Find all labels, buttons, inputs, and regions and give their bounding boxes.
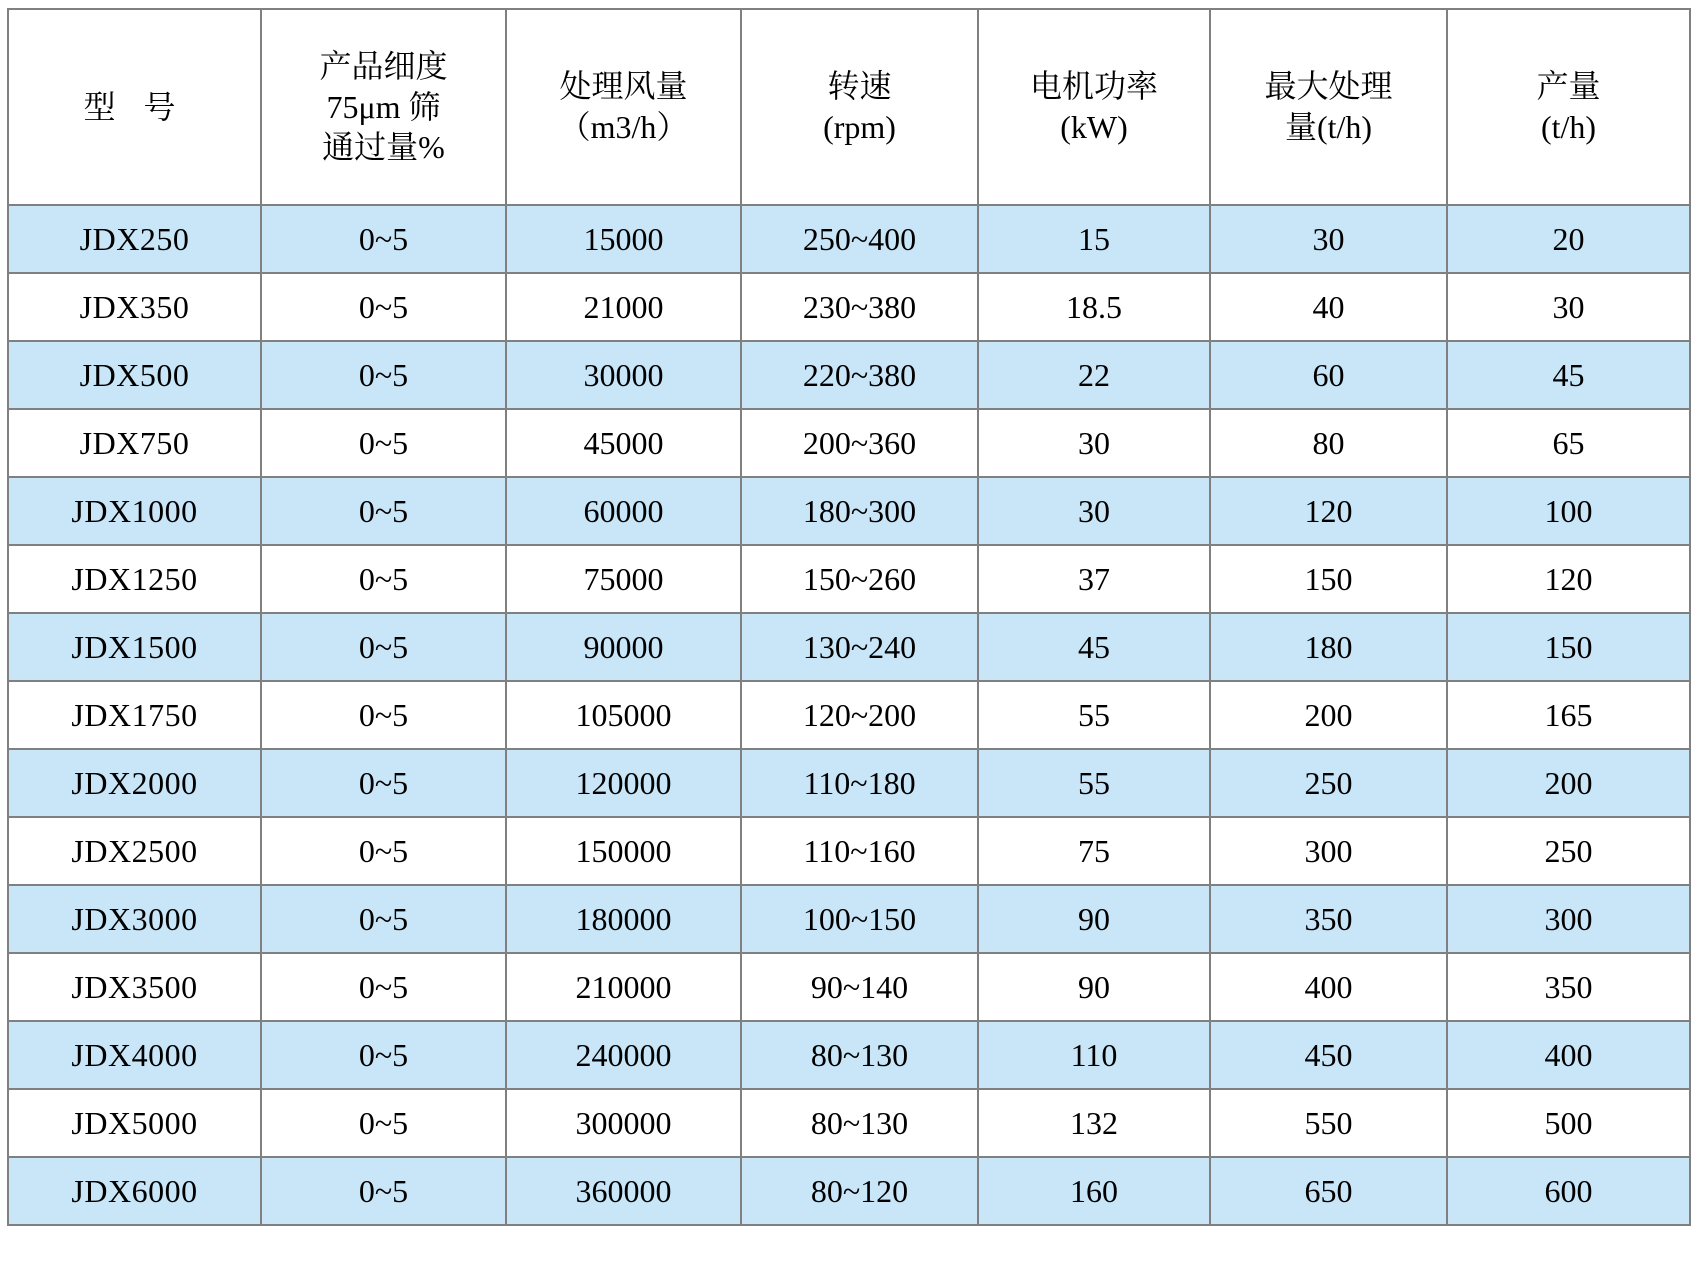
cell-max-capacity: 400 [1210,953,1447,1021]
cell-model: JDX250 [8,205,261,273]
cell-air-volume: 60000 [506,477,741,545]
header-line: 转速 [827,68,892,105]
column-header-rotation-speed [741,9,978,205]
header-line: 产品细度 [319,47,448,84]
cell-fineness: 0~5 [261,953,506,1021]
cell-motor-power: 132 [978,1089,1210,1157]
cell-output: 400 [1447,1021,1690,1089]
cell-fineness: 0~5 [261,817,506,885]
cell-fineness: 0~5 [261,1089,506,1157]
header-line: (kW) [1060,109,1128,145]
table-row [8,273,1690,341]
cell-model: JDX750 [8,409,261,477]
table-row [8,885,1690,953]
cell-air-volume: 15000 [506,205,741,273]
cell-max-capacity: 30 [1210,205,1447,273]
cell-output: 45 [1447,341,1690,409]
table-row [8,1021,1690,1089]
cell-max-capacity: 120 [1210,477,1447,545]
header-line: 电机功率 [1029,68,1158,105]
table-row [8,409,1690,477]
cell-model: JDX2500 [8,817,261,885]
cell-model: JDX5000 [8,1089,261,1157]
cell-rotation-speed: 230~380 [741,273,978,341]
cell-rotation-speed: 150~260 [741,545,978,613]
cell-max-capacity: 300 [1210,817,1447,885]
cell-motor-power: 37 [978,545,1210,613]
cell-fineness: 0~5 [261,749,506,817]
header-line: 最大处理 [1264,68,1393,105]
header-line: 处理风量 [559,68,688,105]
header-line: (rpm) [823,109,896,145]
cell-output: 20 [1447,205,1690,273]
table-row [8,1157,1690,1225]
header-line: 通过量% [322,129,445,166]
cell-rotation-speed: 80~120 [741,1157,978,1225]
cell-rotation-speed: 80~130 [741,1021,978,1089]
cell-rotation-speed: 110~180 [741,749,978,817]
cell-motor-power: 30 [978,477,1210,545]
cell-max-capacity: 60 [1210,341,1447,409]
table-row [8,953,1690,1021]
table-row [8,205,1690,273]
cell-fineness: 0~5 [261,681,506,749]
table-row [8,749,1690,817]
cell-model: JDX4000 [8,1021,261,1089]
cell-fineness: 0~5 [261,205,506,273]
cell-output: 500 [1447,1089,1690,1157]
cell-max-capacity: 40 [1210,273,1447,341]
cell-max-capacity: 250 [1210,749,1447,817]
cell-model: JDX3500 [8,953,261,1021]
cell-fineness: 0~5 [261,477,506,545]
cell-rotation-speed: 180~300 [741,477,978,545]
cell-max-capacity: 650 [1210,1157,1447,1225]
cell-motor-power: 45 [978,613,1210,681]
cell-output: 65 [1447,409,1690,477]
column-header-max-capacity [1210,9,1447,205]
cell-air-volume: 21000 [506,273,741,341]
specification-table [7,8,1691,1226]
cell-output: 350 [1447,953,1690,1021]
cell-fineness: 0~5 [261,1157,506,1225]
cell-air-volume: 105000 [506,681,741,749]
cell-rotation-speed: 250~400 [741,205,978,273]
table-row [8,681,1690,749]
header-line: (t/h) [1540,109,1597,145]
cell-output: 200 [1447,749,1690,817]
cell-model: JDX1750 [8,681,261,749]
cell-air-volume: 210000 [506,953,741,1021]
cell-max-capacity: 200 [1210,681,1447,749]
cell-motor-power: 22 [978,341,1210,409]
header-line: 量(t/h) [1284,109,1373,145]
column-header-air-volume [506,9,741,205]
cell-rotation-speed: 120~200 [741,681,978,749]
cell-air-volume: 120000 [506,749,741,817]
column-header-motor-power [978,9,1210,205]
cell-output: 120 [1447,545,1690,613]
cell-motor-power: 90 [978,885,1210,953]
cell-air-volume: 240000 [506,1021,741,1089]
cell-max-capacity: 180 [1210,613,1447,681]
cell-air-volume: 300000 [506,1089,741,1157]
cell-air-volume: 150000 [506,817,741,885]
table-row [8,341,1690,409]
cell-model: JDX500 [8,341,261,409]
cell-output: 600 [1447,1157,1690,1225]
cell-air-volume: 30000 [506,341,741,409]
cell-output: 165 [1447,681,1690,749]
cell-motor-power: 55 [978,749,1210,817]
cell-motor-power: 75 [978,817,1210,885]
cell-air-volume: 75000 [506,545,741,613]
cell-model: JDX1500 [8,613,261,681]
header-line: （m3/h） [558,109,689,145]
cell-rotation-speed: 220~380 [741,341,978,409]
cell-max-capacity: 450 [1210,1021,1447,1089]
cell-motor-power: 160 [978,1157,1210,1225]
table-row [8,613,1690,681]
cell-rotation-speed: 90~140 [741,953,978,1021]
cell-air-volume: 45000 [506,409,741,477]
cell-rotation-speed: 80~130 [741,1089,978,1157]
cell-model: JDX1250 [8,545,261,613]
cell-motor-power: 30 [978,409,1210,477]
cell-model: JDX1000 [8,477,261,545]
cell-rotation-speed: 110~160 [741,817,978,885]
header-line: 型 号 [83,88,186,125]
cell-motor-power: 15 [978,205,1210,273]
cell-max-capacity: 550 [1210,1089,1447,1157]
cell-model: JDX3000 [8,885,261,953]
cell-rotation-speed: 200~360 [741,409,978,477]
cell-fineness: 0~5 [261,1021,506,1089]
table-row [8,1089,1690,1157]
cell-model: JDX350 [8,273,261,341]
cell-rotation-speed: 130~240 [741,613,978,681]
header-line: 75μm 筛 [326,88,441,125]
table-row [8,817,1690,885]
header-line: 产量 [1536,68,1601,105]
cell-model: JDX6000 [8,1157,261,1225]
cell-air-volume: 180000 [506,885,741,953]
cell-fineness: 0~5 [261,273,506,341]
cell-fineness: 0~5 [261,545,506,613]
table-row [8,545,1690,613]
cell-rotation-speed: 100~150 [741,885,978,953]
cell-motor-power: 90 [978,953,1210,1021]
cell-fineness: 0~5 [261,885,506,953]
header-row [8,9,1690,205]
table-row [8,477,1690,545]
cell-fineness: 0~5 [261,409,506,477]
cell-fineness: 0~5 [261,341,506,409]
cell-model: JDX2000 [8,749,261,817]
column-header-fineness [261,9,506,205]
cell-max-capacity: 80 [1210,409,1447,477]
table-header [8,9,1690,205]
cell-motor-power: 18.5 [978,273,1210,341]
cell-air-volume: 360000 [506,1157,741,1225]
cell-output: 100 [1447,477,1690,545]
table-body [8,205,1690,1225]
column-header-model [8,9,261,205]
cell-fineness: 0~5 [261,613,506,681]
cell-motor-power: 110 [978,1021,1210,1089]
cell-max-capacity: 350 [1210,885,1447,953]
cell-air-volume: 90000 [506,613,741,681]
cell-motor-power: 55 [978,681,1210,749]
column-header-output [1447,9,1690,205]
cell-output: 250 [1447,817,1690,885]
cell-output: 150 [1447,613,1690,681]
cell-max-capacity: 150 [1210,545,1447,613]
cell-output: 30 [1447,273,1690,341]
cell-output: 300 [1447,885,1690,953]
